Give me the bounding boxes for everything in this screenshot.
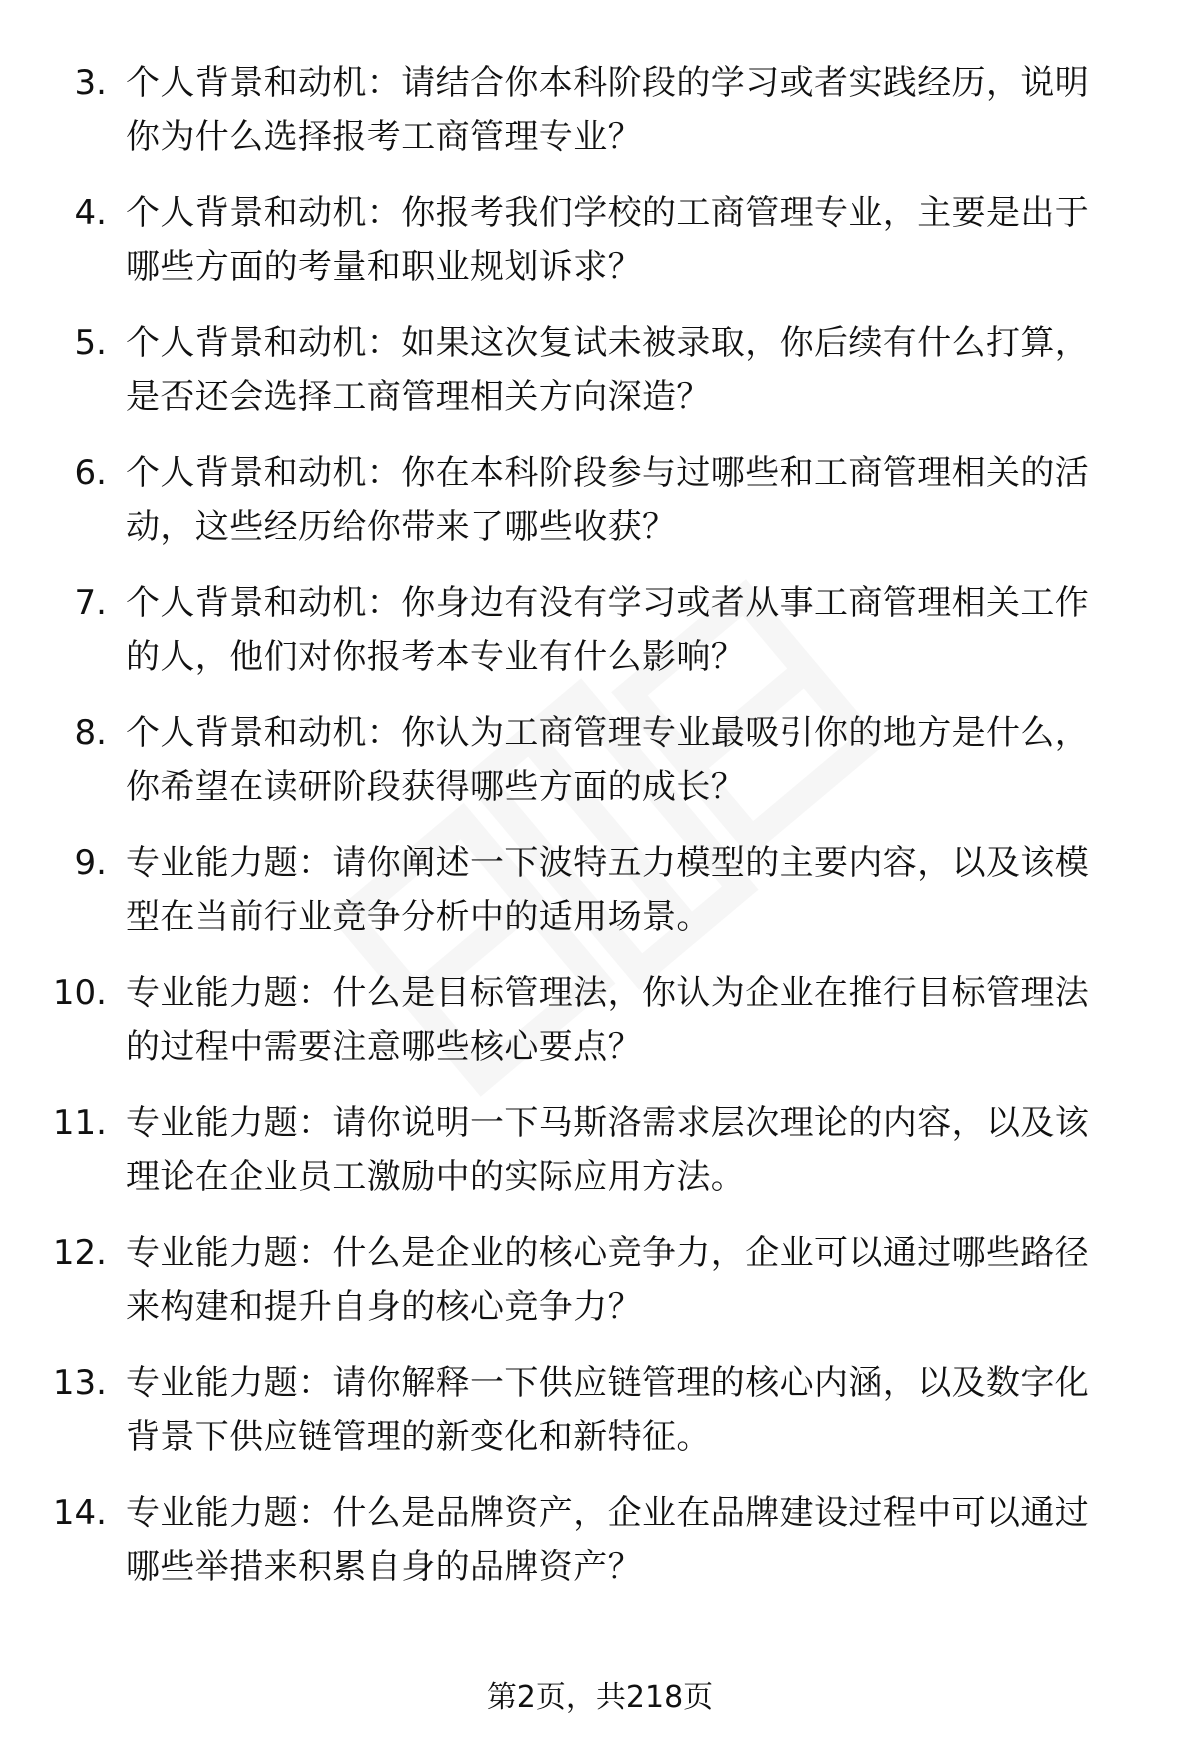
question-number: 4. bbox=[74, 193, 107, 233]
question-line: 专业能力题：请你阐述一下波特五力模型的主要内容，以及该模 bbox=[126, 843, 1090, 883]
question-item bbox=[0, 1226, 1200, 1334]
question-line: 专业能力题：请你解释一下供应链管理的核心内涵，以及数字化 bbox=[126, 1363, 1090, 1403]
question-line: 哪些方面的考量和职业规划诉求？ bbox=[126, 247, 642, 287]
question-text bbox=[126, 966, 1136, 1074]
question-number: 14. bbox=[52, 1493, 107, 1533]
question-text bbox=[126, 186, 1136, 294]
question-item bbox=[0, 1096, 1200, 1204]
question-line: 个人背景和动机：你身边有没有学习或者从事工商管理相关工作 bbox=[126, 583, 1090, 623]
question-number: 10. bbox=[52, 973, 107, 1013]
question-text bbox=[126, 1096, 1136, 1204]
question-item bbox=[0, 836, 1200, 944]
question-line: 来构建和提升自身的核心竞争力？ bbox=[126, 1287, 642, 1327]
page-footer: 第2页，共218页 bbox=[486, 1680, 714, 1715]
question-number: 9. bbox=[74, 843, 107, 883]
question-text bbox=[126, 316, 1136, 424]
question-number: 11. bbox=[52, 1103, 107, 1143]
question-text bbox=[126, 576, 1136, 684]
question-text bbox=[126, 1226, 1136, 1334]
question-line: 个人背景和动机：你认为工商管理专业最吸引你的地方是什么， bbox=[126, 713, 1090, 753]
question-text bbox=[126, 1486, 1136, 1594]
question-line: 理论在企业员工激励中的实际应用方法。 bbox=[126, 1157, 746, 1197]
question-line: 背景下供应链管理的新变化和新特征。 bbox=[126, 1417, 711, 1457]
question-line: 专业能力题：什么是品牌资产，企业在品牌建设过程中可以通过 bbox=[126, 1493, 1090, 1533]
question-number: 7. bbox=[74, 583, 107, 623]
question-line: 你希望在读研阶段获得哪些方面的成长？ bbox=[126, 767, 746, 807]
question-number: 3. bbox=[74, 63, 107, 103]
question-line: 个人背景和动机：如果这次复试未被录取，你后续有什么打算， bbox=[126, 323, 1090, 363]
question-number: 5. bbox=[74, 323, 107, 363]
question-text bbox=[126, 706, 1136, 814]
question-line: 个人背景和动机：你在本科阶段参与过哪些和工商管理相关的活 bbox=[126, 453, 1090, 493]
question-line: 你为什么选择报考工商管理专业？ bbox=[126, 117, 642, 157]
question-line: 动，这些经历给你带来了哪些收获？ bbox=[126, 507, 677, 547]
question-item bbox=[0, 966, 1200, 1074]
question-item bbox=[0, 1356, 1200, 1464]
question-number: 6. bbox=[74, 453, 107, 493]
question-item bbox=[0, 706, 1200, 814]
question-line: 哪些举措来积累自身的品牌资产？ bbox=[126, 1547, 642, 1587]
question-number: 13. bbox=[52, 1363, 107, 1403]
question-line: 的过程中需要注意哪些核心要点？ bbox=[126, 1027, 642, 1067]
question-item bbox=[0, 576, 1200, 684]
question-text bbox=[126, 446, 1136, 554]
question-line: 的人，他们对你报考本专业有什么影响？ bbox=[126, 637, 746, 677]
question-number: 12. bbox=[52, 1233, 107, 1273]
question-item bbox=[0, 56, 1200, 164]
question-text bbox=[126, 56, 1136, 164]
question-line: 专业能力题：什么是目标管理法，你认为企业在推行目标管理法 bbox=[126, 973, 1090, 1013]
question-item bbox=[0, 316, 1200, 424]
question-item bbox=[0, 186, 1200, 294]
question-line: 是否还会选择工商管理相关方向深造？ bbox=[126, 377, 711, 417]
question-item bbox=[0, 446, 1200, 554]
question-line: 型在当前行业竞争分析中的适用场景。 bbox=[126, 897, 711, 937]
question-number: 8. bbox=[74, 713, 107, 753]
question-item bbox=[0, 1486, 1200, 1594]
question-line: 个人背景和动机：你报考我们学校的工商管理专业，主要是出于 bbox=[126, 193, 1090, 233]
question-line: 专业能力题：什么是企业的核心竞争力，企业可以通过哪些路径 bbox=[126, 1233, 1090, 1273]
question-list bbox=[0, 56, 1200, 1616]
question-text bbox=[126, 1356, 1136, 1464]
question-line: 个人背景和动机：请结合你本科阶段的学习或者实践经历，说明 bbox=[126, 63, 1090, 103]
question-line: 专业能力题：请你说明一下马斯洛需求层次理论的内容，以及该 bbox=[126, 1103, 1090, 1143]
question-text bbox=[126, 836, 1136, 944]
